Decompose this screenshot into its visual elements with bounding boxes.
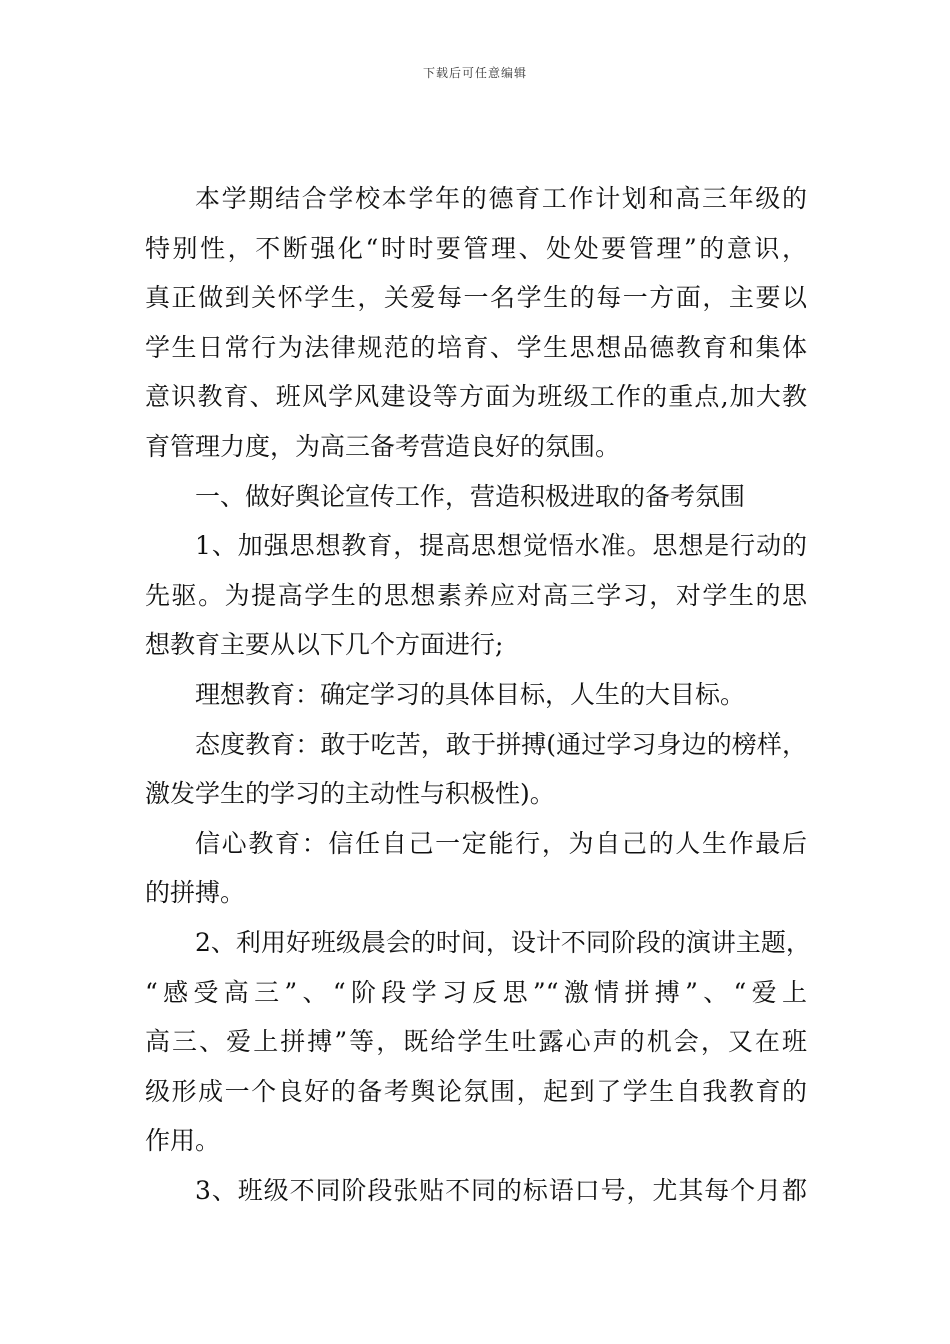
document-line: 级形成一个良好的备考舆论氛围，起到了学生自我教育的 — [145, 1076, 807, 1106]
document-line: 先驱。为提高学生的思想素养应对高三学习，对学生的思 — [145, 580, 807, 610]
document-line: 2、利用好班级晨会的时间，设计不同阶段的演讲主题， — [195, 927, 811, 957]
document-line: 一、做好舆论宣传工作，营造积极进取的备考氛围 — [195, 481, 746, 511]
document-line: 作用。 — [145, 1126, 221, 1156]
document-line: 高三、爱上拼搏”等，既给学生吐露心声的机会，又在班 — [145, 1027, 807, 1057]
document-line: 育管理力度，为高三备考营造良好的氛围。 — [145, 431, 621, 461]
document-line: 本学期结合学校本学年的德育工作计划和高三年级的 — [195, 184, 807, 213]
document-line: 真正做到关怀学生，关爱每一名学生的每一方面，主要以 — [145, 283, 807, 313]
document-line: 理想教育：确定学习的具体目标，人生的大目标。 — [195, 679, 746, 709]
document-line: 意识教育、班风学风建设等方面为班级工作的重点,加大教 — [145, 382, 807, 412]
document-line: 态度教育：敢于吃苦，敢于拼搏(通过学习身边的榜样， — [195, 729, 807, 759]
page-header-note: 下载后可任意编辑 — [422, 66, 527, 80]
document-line: 想教育主要从以下几个方面进行; — [145, 630, 504, 660]
document-line: 1、加强思想教育，提高思想觉悟水准。思想是行动的 — [195, 531, 807, 561]
document-line: 信心教育：信任自己一定能行，为自己的人生作最后 — [195, 828, 807, 858]
document-line: 激发学生的学习的主动性与积极性)。 — [145, 779, 555, 809]
document-body — [145, 174, 811, 1215]
document-line: 特别性，不断强化“时时要管理、处处要管理”的意识， — [145, 233, 807, 263]
document-line: 3、班级不同阶段张贴不同的标语口号，尤其每个月都 — [195, 1175, 807, 1205]
document-line: 的拼搏。 — [145, 878, 246, 908]
document-line: “感受高三”、“阶段学习反思”“激情拼搏”、“爱上 — [145, 977, 807, 1007]
document-line: 学生日常行为法律规范的培育、学生思想品德教育和集体 — [145, 332, 807, 362]
